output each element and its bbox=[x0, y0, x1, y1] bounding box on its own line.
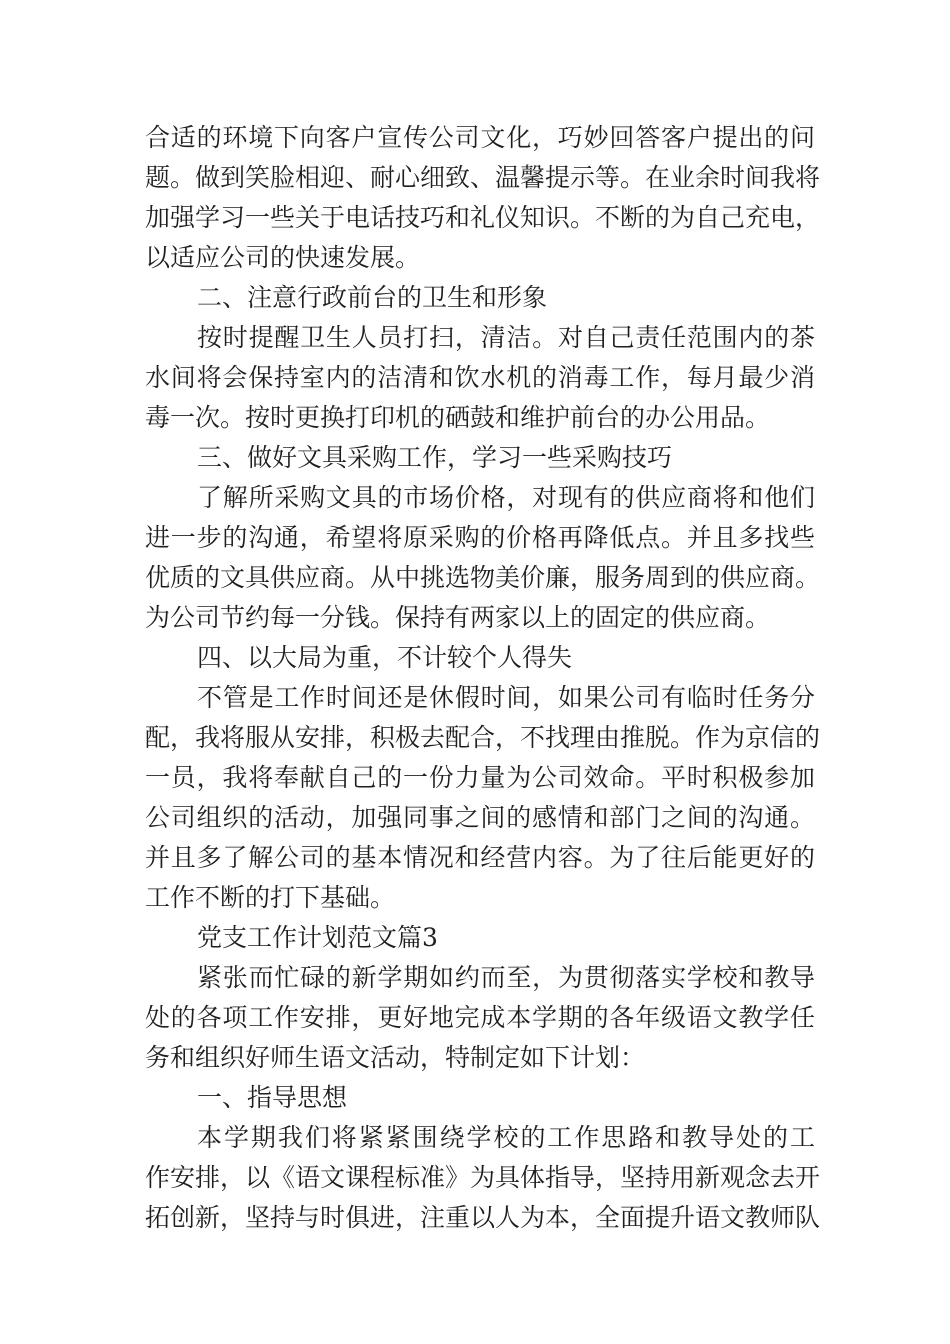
paragraph-line: 本学期我们将紧紧围绕学校的工作思路和教导处的工 bbox=[197, 1123, 815, 1152]
paragraph-line: 公司组织的活动，加强同事之间的感情和部门之间的沟通。 bbox=[145, 803, 815, 832]
section-heading: 四、以大局为重，不计较个人得失 bbox=[197, 643, 573, 672]
paragraph-line: 了解所采购文具的市场价格，对现有的供应商将和他们 bbox=[197, 483, 815, 512]
document-body bbox=[145, 118, 821, 1238]
paragraph-line: 并且多了解公司的基本情况和经营内容。为了往后能更好的 bbox=[145, 843, 815, 872]
paragraph-line: 按时提醒卫生人员打扫，清洁。对自己责任范围内的茶 bbox=[197, 323, 815, 352]
paragraph-line: 优质的文具供应商。从中挑选物美价廉，服务周到的供应商。 bbox=[145, 563, 821, 592]
paragraph-line: 拓创新，坚持与时俱进，注重以人为本，全面提升语文教师队 bbox=[145, 1203, 821, 1232]
paragraph-line: 毒一次。按时更换打印机的硒鼓和维护前台的办公用品。 bbox=[145, 403, 771, 432]
section-heading: 三、做好文具采购工作，学习一些采购技巧 bbox=[197, 443, 673, 472]
paragraph-line: 不管是工作时间还是休假时间，如果公司有临时任务分 bbox=[197, 683, 815, 712]
paragraph-line: 水间将会保持室内的洁清和饮水机的消毒工作，每月最少消 bbox=[145, 363, 815, 392]
paragraph-line: 进一步的沟通，希望将原采购的价格再降低点。并且多找些 bbox=[145, 523, 815, 552]
section-heading: 二、注意行政前台的卫生和形象 bbox=[197, 283, 548, 312]
paragraph-line: 作安排，以《语文课程标准》为具体指导，坚持用新观念去开 bbox=[145, 1163, 821, 1192]
paragraph-line: 加强学习一些关于电话技巧和礼仪知识。不断的为自己充电， bbox=[145, 203, 821, 232]
paragraph-line: 紧张而忙碌的新学期如约而至，为贯彻落实学校和教导 bbox=[197, 963, 815, 992]
paragraph-line: 为公司节约每一分钱。保持有两家以上的固定的供应商。 bbox=[145, 603, 771, 632]
paragraph-line: 一员，我将奉献自己的一份力量为公司效命。平时积极参加 bbox=[145, 763, 815, 792]
paragraph-line: 处的各项工作安排，更好地完成本学期的各年级语文教学任 bbox=[145, 1003, 815, 1032]
paragraph-line: 配，我将服从安排，积极去配合，不找理由推脱。作为京信的 bbox=[145, 723, 821, 752]
paragraph-line: 以适应公司的快速发展。 bbox=[145, 243, 421, 272]
paragraph-line: 工作不断的打下基础。 bbox=[145, 883, 396, 912]
paragraph-line: 合适的环境下向客户宣传公司文化，巧妙回答客户提出的问 bbox=[145, 123, 815, 152]
paragraph-line: 题。做到笑脸相迎、耐心细致、温馨提示等。在业余时间我将 bbox=[145, 163, 821, 192]
article-title: 党支工作计划范文篇3 bbox=[197, 923, 438, 952]
section-heading: 一、指导思想 bbox=[197, 1083, 348, 1112]
paragraph-line: 务和组织好师生语文活动，特制定如下计划： bbox=[145, 1043, 646, 1072]
